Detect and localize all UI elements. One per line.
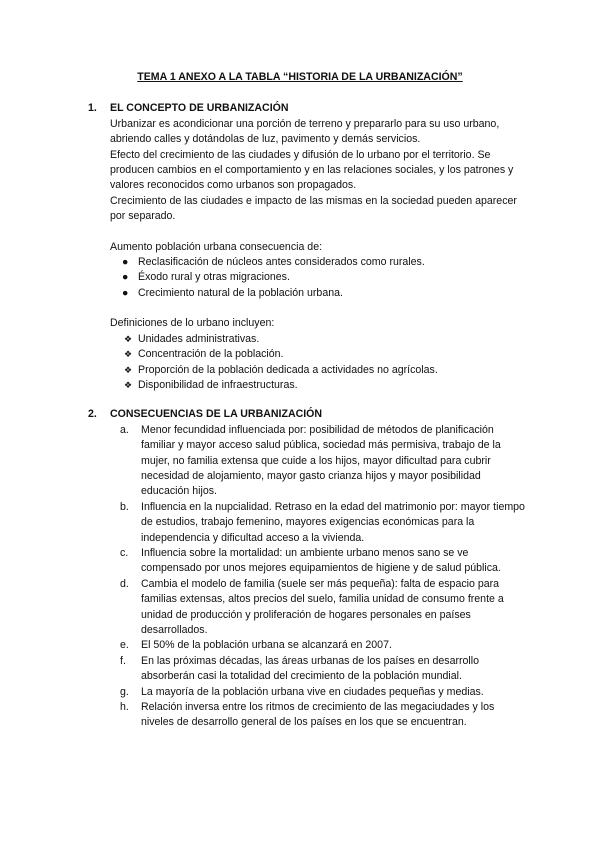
diamond-bullet-icon: ❖ xyxy=(124,379,133,390)
section-concepto xyxy=(88,101,530,393)
item-letter: e. xyxy=(120,639,129,652)
paragraph-urbanizar: Urbanizar es acondicionar una porción de terreno y prepararlo para su uso urbano, abriendo calles y dotándolas de luz, pavimento y demás servicios. xyxy=(110,117,500,146)
item-letter: b. xyxy=(120,500,129,513)
section-title: CONSECUENCIAS DE LA URBANIZACIÓN xyxy=(110,408,323,421)
list-item: ❖ Concentración de la población. xyxy=(110,347,530,362)
definiciones-intro: Definiciones de lo urbano incluyen: xyxy=(110,317,275,330)
list-item: h. Relación inversa entre los ritmos de crecimiento de las megaciudades y los niveles de desarrollo general de los países en los que se encuentran. xyxy=(120,700,530,731)
item-letter: g. xyxy=(120,685,129,698)
list-item: e. El 50% de la población urbana se alcanzará en 2007. xyxy=(120,638,530,653)
bullet-icon: ● xyxy=(122,271,129,284)
section-consecuencias xyxy=(88,407,530,731)
bullet-icon: ● xyxy=(122,286,129,299)
aumento-intro: Aumento población urbana consecuencia de: xyxy=(110,240,323,253)
item-letter: d. xyxy=(120,577,129,590)
list-item: ❖ Disponibilidad de infraestructuras. xyxy=(110,378,530,393)
list-item: ● Crecimiento natural de la población urbana. xyxy=(110,286,530,301)
section-number: 1. xyxy=(88,102,97,115)
paragraph-efecto: Efecto del crecimiento de las ciudades y difusión de lo urbano por el territorio. Se producen cambios en el comportamiento y en las relaciones sociales, y los patrones y valores reconocidos como urbanos son propagados. xyxy=(110,148,514,192)
definiciones-list xyxy=(110,332,530,394)
aumento-list xyxy=(110,255,530,301)
list-item: c. Influencia sobre la mortalidad: un ambiente urbano menos sano se ve compensado por unos mejores equipamientos de higiene y de salud pública. xyxy=(120,546,530,577)
consecuencias-list xyxy=(120,423,530,731)
diamond-bullet-icon: ❖ xyxy=(124,349,133,360)
list-item: ❖ Unidades administrativas. xyxy=(110,332,530,347)
section-number: 2. xyxy=(88,408,97,421)
list-item: b. Influencia en la nupcialidad. Retraso en la edad del matrimonio por: mayor tiempo de estudios, trabajo femenino, mayores exigencias económicas para la independencia y dificultad acceso a la vivienda. xyxy=(120,500,530,546)
section-body xyxy=(110,117,530,394)
item-letter: a. xyxy=(120,423,129,436)
list-item: a. Menor fecundidad influenciada por: posibilidad de métodos de planificación familiar y mayor acceso salud pública, sociedad más permisiva, trabajo de la mujer, no familia extensa que cuide a los hijos, mayor dificultad para cubrir necesidad de alojamiento, mayor gasto crianza hijos y mayor posibilidad educación hijos. xyxy=(120,423,530,500)
section-heading xyxy=(88,407,530,422)
diamond-bullet-icon: ❖ xyxy=(124,333,133,344)
item-letter: f. xyxy=(120,654,126,667)
item-letter: h. xyxy=(120,701,129,714)
section-heading xyxy=(88,101,530,116)
list-item: g. La mayoría de la población urbana vive en ciudades pequeñas y medias. xyxy=(120,685,530,700)
document-title: TEMA 1 ANEXO A LA TABLA “HISTORIA DE LA URBANIZACIÓN” xyxy=(137,71,463,83)
diamond-bullet-icon: ❖ xyxy=(124,364,133,375)
list-item: ● Reclasificación de núcleos antes considerados como rurales. xyxy=(110,255,530,270)
list-item: f. En las próximas décadas, las áreas urbanas de los países en desarrollo absorberán casi la totalidad del crecimiento de la población mundial. xyxy=(120,654,530,685)
paragraph-crecimiento: Crecimiento de las ciudades e impacto de las mismas en la sociedad pueden aparecer por separado. xyxy=(110,194,517,223)
section-title: EL CONCEPTO DE URBANIZACIÓN xyxy=(110,102,289,115)
list-item: ● Éxodo rural y otras migraciones. xyxy=(110,270,530,285)
list-item: ❖ Proporción de la población dedicada a actividades no agrícolas. xyxy=(110,363,530,378)
bullet-icon: ● xyxy=(122,256,129,269)
list-item: d. Cambia el modelo de familia (suele ser más pequeña): falta de espacio para familias extensas, altos precios del suelo, familia unidad de consumo frente a unidad de producción y proliferación de hogares personales en países desarrollados. xyxy=(120,577,530,639)
item-letter: c. xyxy=(120,546,129,559)
